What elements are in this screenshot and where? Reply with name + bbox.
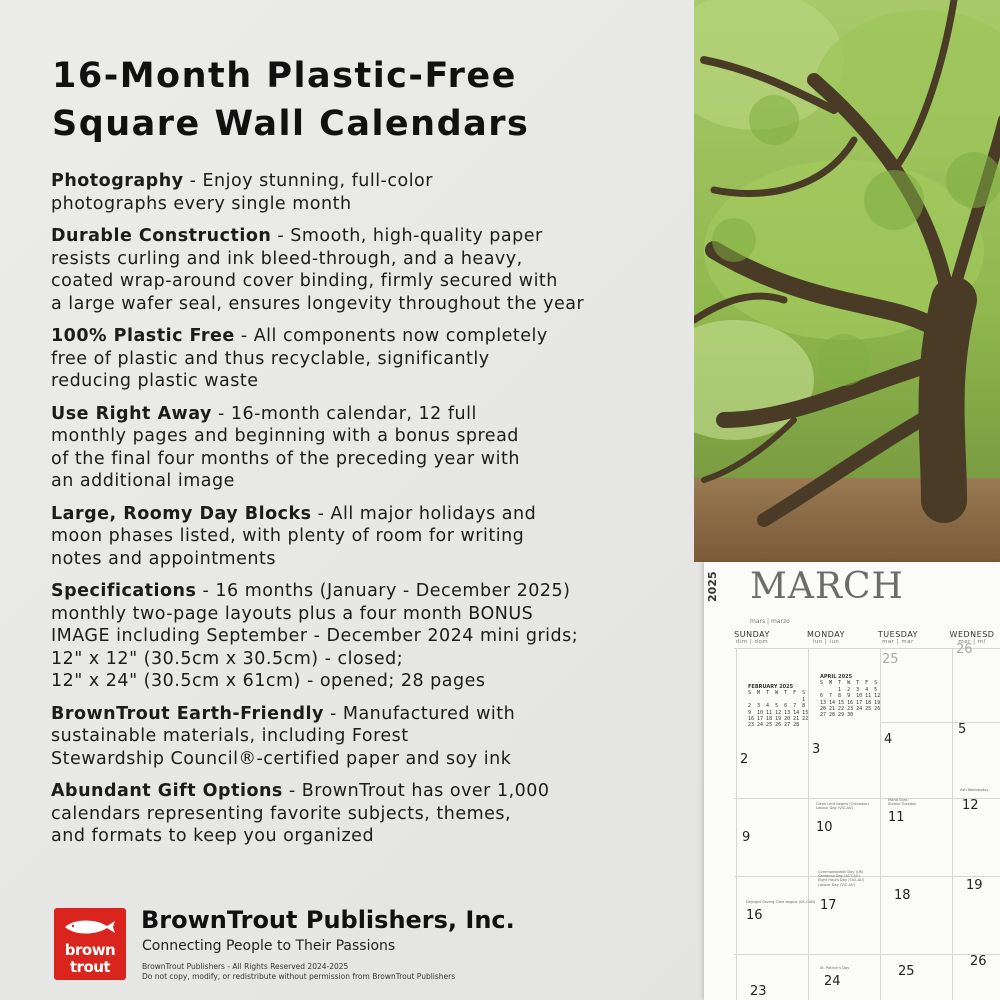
calendar-event: [888, 798, 916, 806]
feature-photography: [51, 170, 691, 215]
date-cell: 16: [746, 908, 763, 923]
title-line-1: 16-Month Plastic-Free: [52, 56, 517, 96]
date-cell: 12: [962, 798, 979, 813]
event-text: Shrove Tuesday: [888, 802, 917, 807]
feature-text: of the final four months of the preceding year with: [51, 448, 520, 469]
feature-title: BrownTrout Earth-Friendly: [51, 703, 324, 724]
date-cell: 3: [812, 742, 821, 757]
feature-text: a large wafer seal, ensures longevity throughout the year: [51, 293, 585, 314]
feature-text: sustainable materials, including Forest: [51, 726, 409, 746]
date-cell: 23: [750, 984, 767, 999]
feature-text: monthly pages and beginning with a bonus spread: [51, 426, 519, 446]
date-cell: 4: [884, 732, 893, 747]
feature-title: 100% Plastic Free: [51, 326, 235, 346]
feature-text: calendars representing favorite subjects, themes,: [51, 803, 512, 824]
grid-line: [880, 722, 1000, 723]
feature-earth-friendly: [51, 703, 691, 771]
copyright-notice: [142, 962, 455, 982]
calendar-event: [818, 870, 864, 887]
feature-title: Abundant Gift Options: [51, 781, 283, 801]
calendar-month: MARCH: [750, 566, 904, 607]
date-cell: 5: [958, 722, 967, 737]
feature-specifications: [51, 580, 691, 693]
feature-text: - All components now completely: [234, 326, 548, 346]
calendar-month-alt: mars | marzo: [750, 618, 790, 625]
page-title: [52, 52, 672, 148]
grid-line: [734, 954, 1000, 955]
day-header-tuesday: [862, 630, 934, 645]
feature-text: moon phases listed, with plenty of room for writing: [51, 526, 525, 546]
day-name-alt: mar | mar: [882, 639, 914, 645]
feature-text: and formats to keep you organized: [51, 826, 375, 846]
feature-text: Stewardship Council®-certified paper and soy ink: [51, 748, 512, 769]
feature-use-right-away: [51, 403, 691, 493]
feature-title: Photography: [51, 171, 184, 191]
feature-text: reducing plastic waste: [51, 371, 259, 391]
copyright-line: Do not copy, modify, or redistribute without permission from BrownTrout Publishers: [142, 972, 456, 981]
calendar-page: [704, 562, 1000, 1000]
mini-calendar-february: [748, 684, 808, 729]
feature-title: Use Right Away: [51, 403, 212, 424]
feature-text: coated wrap-around cover binding, firmly secured with: [51, 271, 558, 291]
company-name: BrownTrout Publishers, Inc.: [141, 906, 515, 934]
feature-text: photographs every single month: [51, 193, 352, 214]
calendar-event: [820, 966, 849, 970]
feature-title: Specifications: [51, 581, 197, 601]
date-cell: 25: [898, 964, 915, 979]
feature-text: - All major holidays and: [311, 503, 537, 524]
date-cell: 11: [888, 810, 905, 825]
day-name-alt: dim | dom: [735, 639, 769, 645]
feature-gift-options: [51, 780, 691, 848]
company-tagline: Connecting People to Their Passions: [142, 938, 396, 954]
feature-text: 12" x 12" (30.5cm x 30.5cm) - closed;: [51, 648, 404, 669]
date-cell: 24: [824, 974, 841, 989]
title-line-2: Square Wall Calendars: [52, 104, 530, 144]
date-prev-month: 26: [956, 642, 973, 657]
day-header-sunday: [716, 630, 788, 645]
day-name: WEDNESD: [949, 630, 995, 639]
day-name-alt: lun | lun: [812, 639, 840, 645]
date-cell: 26: [970, 954, 987, 969]
event-text: Daylight Saving Time begins (US-CAN): [746, 900, 816, 904]
feature-text: - 16-month calendar, 12 full: [211, 403, 477, 424]
date-prev-month: 25: [882, 652, 899, 667]
feature-title: Large, Roomy Day Blocks: [51, 503, 312, 524]
feature-text: - Manufactured with: [323, 703, 516, 724]
mini-calendar-title: APRIL 2025: [820, 674, 853, 680]
feature-list: [51, 170, 691, 858]
event-text: Labour Day (VIC-AU): [818, 882, 855, 887]
grid-line: [952, 648, 953, 1000]
mini-calendar-grid: S M T W T F S 1 2 3 4 5 6 7 8 9 10 11 12 13 14 15 16 17 18 19 20 21 22 23 24 25 26 27 28: [748, 690, 809, 729]
event-text: St. Patrick's Day: [820, 966, 850, 970]
feature-text: - 16 months (January - December 2025): [196, 581, 571, 601]
day-name-alt: mer | mi: [958, 639, 986, 645]
feature-text: notes and appointments: [51, 548, 276, 569]
day-name: SUNDAY: [734, 630, 770, 639]
trout-icon: [63, 917, 117, 937]
date-cell: 2: [740, 752, 749, 767]
feature-text: an additional image: [51, 471, 235, 491]
day-name: MONDAY: [807, 630, 845, 639]
date-cell: 19: [966, 878, 983, 893]
feature-durable-construction: [51, 225, 691, 315]
feature-plastic-free: [51, 325, 691, 393]
logo-text-trout: trout: [69, 958, 111, 976]
mini-calendar-grid: S M T W T F S 1 2 3 4 5 6 7 8 9 10 11 12 13 14 15 16 17 18 19 20 21 22 23 24 25 26 27 28 29 30: [820, 680, 881, 719]
event-text: Mardi Gras: [888, 798, 908, 802]
date-cell: 10: [816, 820, 833, 835]
feature-text: free of plastic and thus recyclable, significantly: [51, 348, 490, 369]
mini-calendar-title: FEBRUARY 2025: [748, 684, 794, 690]
event-text: Ash Wednesday: [960, 788, 989, 792]
copyright-line: BrownTrout Publishers - All Rights Reserved 2024-2025: [142, 962, 349, 971]
day-header-monday: [790, 630, 862, 645]
event-text: Clean Lent begins (Orthodox): [816, 802, 869, 806]
calendar-event: [816, 802, 869, 810]
event-text: Commonwealth Day (UK): [818, 870, 864, 874]
grid-line: [734, 798, 1000, 799]
day-name: TUESDAY: [877, 630, 919, 639]
mini-calendar-april: [820, 674, 880, 719]
browntrout-logo: [54, 908, 126, 980]
oak-tree-image: [694, 0, 1000, 562]
event-text: Labour Day (VIC-AU): [816, 806, 853, 811]
event-text: Eight Hours Day (TAS-AU): [818, 878, 865, 883]
calendar-event: [746, 900, 815, 904]
calendar-event: [960, 788, 989, 792]
date-cell: 18: [894, 888, 911, 903]
date-cell: 9: [742, 830, 751, 845]
tree-photo: [694, 0, 1000, 562]
feature-text: - Smooth, high-quality paper: [271, 226, 543, 246]
feature-text: resists curling and ink bleed-through, and a heavy,: [51, 248, 523, 269]
feature-text: monthly two-page layouts plus a four month BONUS: [51, 603, 534, 624]
grid-line: [734, 876, 1000, 877]
calendar-year: 2025: [706, 571, 719, 602]
feature-day-blocks: [51, 503, 691, 571]
feature-text: - BrownTrout has over 1,000: [282, 781, 550, 801]
feature-text: - Enjoy stunning, full-color: [183, 171, 433, 191]
feature-text: IMAGE including September - December 2024 mini grids;: [51, 626, 579, 646]
logo-text-brown: brown: [64, 941, 116, 959]
grid-line: [736, 648, 737, 1000]
feature-text: 12" x 24" (30.5cm x 61cm) - opened; 28 pages: [51, 671, 486, 691]
feature-title: Durable Construction: [51, 226, 272, 246]
event-text: Canberra Day (ACT-AU): [818, 874, 860, 879]
date-cell: 17: [820, 898, 837, 913]
